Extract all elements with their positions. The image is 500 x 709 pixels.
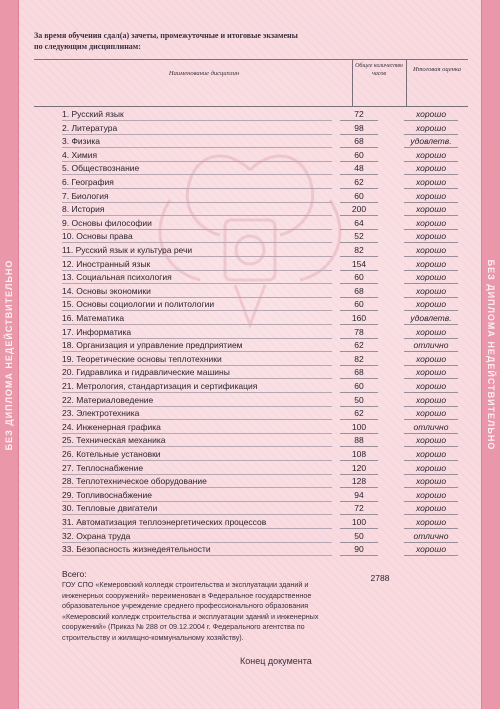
discipline-number: 7. — [62, 190, 70, 201]
left-band-text: БЕЗ ДИПЛОМА НЕДЕЙСТВИТЕЛЬНО — [4, 259, 14, 450]
discipline-number: 13. — [62, 272, 74, 283]
discipline-name — [62, 162, 139, 174]
discipline-hours: 128 — [340, 475, 378, 488]
discipline-name — [62, 285, 151, 297]
discipline-grade: хорошо — [404, 271, 458, 284]
note-line: ГОУ СПО «Кемеровский колледж строительства и эксплуатации зданий и — [62, 580, 309, 589]
discipline-hours: 160 — [340, 312, 378, 325]
discipline-title: Теоретические основы теплотехники — [76, 353, 222, 364]
table-row — [34, 108, 468, 121]
discipline-title: Материаловедение — [76, 394, 154, 405]
discipline-grade: хорошо — [404, 298, 458, 311]
discipline-hours: 78 — [340, 326, 378, 339]
discipline-number: 9. — [62, 217, 70, 228]
header-final-grade: Итоговая оценка — [413, 66, 461, 73]
table-row — [34, 271, 468, 284]
discipline-hours: 68 — [340, 135, 378, 148]
discipline-grade: отлично — [404, 530, 458, 543]
header-discipline-name: Наименование дисциплин — [168, 70, 240, 77]
table-row — [34, 434, 468, 447]
discipline-number: 21. — [62, 381, 74, 391]
note-line: сооружений» (Приказ № 288 от 09.12.2004 г. Федерального агентства по — [62, 622, 305, 631]
discipline-name — [62, 475, 207, 487]
discipline-grade: хорошо — [404, 489, 458, 502]
discipline-name — [62, 230, 133, 242]
discipline-name — [62, 502, 157, 514]
discipline-title: Техническая механика — [76, 435, 166, 446]
discipline-grade: хорошо — [404, 122, 458, 135]
discipline-grade: хорошо — [404, 434, 458, 447]
discipline-title: Автоматизация теплоэнергетических процессов — [76, 517, 267, 527]
table-row — [34, 230, 468, 243]
discipline-name — [62, 448, 161, 460]
discipline-name — [62, 149, 97, 161]
discipline-title: Котельные установки — [76, 449, 161, 459]
discipline-hours: 100 — [340, 421, 378, 434]
discipline-number: 17. — [62, 326, 74, 337]
discipline-number: 19. — [62, 353, 74, 364]
table-row — [34, 203, 468, 216]
discipline-hours: 82 — [340, 353, 378, 366]
header-bottom-rule — [34, 106, 468, 107]
discipline-number: 15. — [62, 299, 74, 310]
discipline-hours: 98 — [340, 122, 378, 135]
discipline-number: 3. — [62, 136, 70, 147]
table-row — [34, 298, 468, 311]
total-label: Всего: — [62, 569, 87, 579]
discipline-name — [62, 217, 152, 229]
discipline-hours: 48 — [340, 162, 378, 175]
discipline-title: Физика — [71, 136, 100, 147]
table-row — [34, 502, 468, 515]
discipline-title: Организация и управление предприятием — [76, 340, 243, 351]
discipline-title: Биология — [71, 190, 109, 201]
discipline-number: 24. — [62, 421, 74, 432]
discipline-name — [62, 462, 143, 474]
discipline-number: 25. — [62, 435, 74, 446]
discipline-number: 26. — [62, 449, 74, 459]
discipline-grade: хорошо — [404, 326, 458, 339]
discipline-name — [62, 312, 124, 324]
left-security-band — [0, 0, 19, 709]
discipline-name — [62, 380, 257, 392]
intro-line-2: по следующим дисциплинам: — [34, 42, 141, 51]
discipline-hours: 60 — [340, 298, 378, 311]
discipline-title: Теплоснабжение — [76, 462, 144, 473]
discipline-number: 23. — [62, 408, 74, 419]
discipline-hours: 72 — [340, 502, 378, 515]
discipline-title: География — [71, 177, 114, 187]
discipline-name — [62, 176, 114, 188]
discipline-hours: 200 — [340, 203, 378, 216]
discipline-grade: удовлетв. — [404, 312, 458, 325]
table-row — [34, 516, 468, 529]
discipline-number: 8. — [62, 204, 70, 215]
discipline-number: 11. — [62, 245, 74, 255]
discipline-hours: 62 — [340, 176, 378, 189]
discipline-title: Основы социологии и политологии — [76, 299, 215, 310]
discipline-name — [62, 203, 104, 215]
table-row — [34, 380, 468, 393]
discipline-hours: 60 — [340, 190, 378, 203]
table-row — [34, 366, 468, 379]
table-row — [34, 244, 468, 257]
table-row — [34, 312, 468, 325]
table-row — [34, 285, 468, 298]
discipline-number: 29. — [62, 489, 74, 500]
discipline-grade: хорошо — [404, 149, 458, 162]
discipline-hours: 52 — [340, 230, 378, 243]
discipline-number: 5. — [62, 163, 70, 174]
discipline-grade: хорошо — [404, 407, 458, 420]
discipline-name — [62, 516, 266, 528]
discipline-number: 33. — [62, 544, 74, 555]
discipline-hours: 154 — [340, 258, 378, 271]
table-row — [34, 339, 468, 352]
discipline-title: Русский язык и культура речи — [75, 245, 193, 255]
discipline-hours: 60 — [340, 380, 378, 393]
discipline-hours: 100 — [340, 516, 378, 529]
discipline-grade: хорошо — [404, 203, 458, 216]
discipline-name — [62, 530, 130, 542]
discipline-hours: 68 — [340, 366, 378, 379]
discipline-hours: 82 — [340, 244, 378, 257]
discipline-grade: отлично — [404, 339, 458, 352]
table-row — [34, 462, 468, 475]
discipline-title: Русский язык — [71, 109, 124, 119]
table-row — [34, 190, 468, 203]
discipline-number: 6. — [62, 177, 70, 187]
discipline-grade: хорошо — [404, 394, 458, 407]
discipline-number: 1. — [62, 109, 70, 119]
discipline-grade: хорошо — [404, 516, 458, 529]
discipline-number: 20. — [62, 367, 74, 378]
discipline-grade: хорошо — [404, 230, 458, 243]
discipline-number: 10. — [62, 231, 74, 242]
discipline-hours: 50 — [340, 394, 378, 407]
discipline-number: 30. — [62, 503, 74, 514]
discipline-title: Гидравлика и гидравлические машины — [76, 367, 230, 378]
discipline-hours: 60 — [340, 149, 378, 162]
discipline-name — [62, 326, 131, 338]
table-row — [34, 353, 468, 366]
discipline-name — [62, 434, 166, 446]
table-row — [34, 149, 468, 162]
discipline-name — [62, 543, 211, 555]
note-line: строительству и жилищно-коммунальному хозяйству). — [62, 632, 244, 642]
row-rule — [62, 555, 332, 556]
discipline-title: Социальная психология — [76, 272, 172, 283]
discipline-grade: хорошо — [404, 448, 458, 461]
discipline-number: 14. — [62, 285, 74, 296]
discipline-grade: хорошо — [404, 258, 458, 271]
discipline-number: 18. — [62, 340, 74, 351]
disciplines-table — [34, 59, 468, 570]
discipline-hours: 68 — [340, 285, 378, 298]
table-row — [34, 448, 468, 461]
discipline-hours: 50 — [340, 530, 378, 543]
discipline-name — [62, 244, 192, 256]
discipline-name — [62, 122, 117, 134]
intro-line-1: За время обучения сдал(а) зачеты, промежуточные и итоговые экзамены — [34, 31, 298, 40]
table-row — [34, 489, 468, 502]
discipline-grade: хорошо — [404, 462, 458, 475]
discipline-title: Обществознание — [71, 163, 140, 174]
discipline-hours: 62 — [340, 407, 378, 420]
right-security-band — [481, 0, 500, 709]
discipline-title: Безопасность жизнедеятельности — [76, 544, 211, 555]
discipline-number: 32. — [62, 530, 74, 541]
discipline-name — [62, 421, 161, 433]
discipline-title: Электротехника — [76, 408, 140, 419]
end-of-document: Конец документа — [240, 656, 312, 666]
discipline-title: Основы права — [76, 231, 133, 242]
discipline-title: Иностранный язык — [76, 258, 151, 269]
college-rename-note — [62, 580, 362, 643]
discipline-number: 22. — [62, 394, 74, 405]
header-total-hours: Общее количество часов — [355, 63, 403, 77]
discipline-grade: хорошо — [404, 502, 458, 515]
discipline-grade: хорошо — [404, 108, 458, 121]
discipline-grade: хорошо — [404, 162, 458, 175]
table-row — [34, 421, 468, 434]
discipline-number: 4. — [62, 149, 70, 160]
discipline-grade: хорошо — [404, 366, 458, 379]
table-row — [34, 407, 468, 420]
discipline-name — [62, 353, 222, 365]
discipline-grade: хорошо — [404, 353, 458, 366]
discipline-number: 27. — [62, 462, 74, 473]
discipline-grade: хорошо — [404, 176, 458, 189]
discipline-hours: 64 — [340, 217, 378, 230]
discipline-title: История — [71, 204, 105, 215]
discipline-hours: 62 — [340, 339, 378, 352]
discipline-name — [62, 258, 150, 270]
discipline-number: 12. — [62, 258, 74, 269]
discipline-title: Топливоснабжение — [76, 489, 152, 500]
discipline-title: Химия — [71, 149, 98, 160]
discipline-title: Математика — [76, 313, 125, 323]
discipline-hours: 60 — [340, 271, 378, 284]
discipline-grade: хорошо — [404, 543, 458, 556]
discipline-number: 28. — [62, 476, 74, 487]
discipline-grade: хорошо — [404, 244, 458, 257]
discipline-grade: хорошо — [404, 285, 458, 298]
table-row — [34, 162, 468, 175]
discipline-name — [62, 407, 139, 419]
discipline-number: 31. — [62, 517, 74, 527]
note-line: «Кемеровский колледж строительства и эксплуатации зданий и инженерных — [62, 611, 319, 621]
table-row — [34, 543, 468, 556]
note-line: образовательное учреждение среднего профессионального образования — [62, 601, 309, 610]
discipline-title: Метрология, стандартизация и сертификация — [76, 381, 258, 391]
discipline-name — [62, 108, 124, 120]
discipline-hours: 94 — [340, 489, 378, 502]
table-row — [34, 394, 468, 407]
note-line: инженерных сооружений» переименован в Федеральное государственное — [62, 590, 312, 600]
discipline-hours: 90 — [340, 543, 378, 556]
table-row — [34, 326, 468, 339]
discipline-grade: хорошо — [404, 190, 458, 203]
discipline-title: Основы философии — [71, 217, 152, 228]
table-row — [34, 176, 468, 189]
discipline-title: Информатика — [76, 326, 132, 337]
discipline-grade: отлично — [404, 421, 458, 434]
table-row — [34, 258, 468, 271]
discipline-title: Основы экономики — [76, 285, 151, 296]
table-row — [34, 135, 468, 148]
discipline-title: Теплотехническое оборудование — [76, 476, 207, 487]
discipline-name — [62, 489, 152, 501]
discipline-hours: 120 — [340, 462, 378, 475]
discipline-grade: хорошо — [404, 475, 458, 488]
intro-text — [34, 30, 334, 52]
discipline-number: 16. — [62, 313, 74, 323]
total-hours-value: 2788 — [370, 573, 390, 583]
discipline-hours: 72 — [340, 108, 378, 121]
discipline-grade: хорошо — [404, 380, 458, 393]
discipline-title: Охрана труда — [76, 530, 131, 541]
discipline-number: 2. — [62, 122, 70, 133]
table-row — [34, 530, 468, 543]
table-row — [34, 217, 468, 230]
discipline-name — [62, 394, 153, 406]
table-row — [34, 122, 468, 135]
discipline-grade: хорошо — [404, 217, 458, 230]
discipline-name — [62, 298, 214, 310]
right-band-text: БЕЗ ДИПЛОМА НЕДЕЙСТВИТЕЛЬНО — [486, 259, 496, 450]
discipline-title: Инженерная графика — [76, 421, 161, 432]
discipline-name — [62, 135, 100, 147]
discipline-name — [62, 339, 243, 351]
discipline-name — [62, 190, 109, 202]
discipline-hours: 108 — [340, 448, 378, 461]
discipline-grade: удовлетв. — [404, 135, 458, 148]
discipline-title: Тепловые двигатели — [76, 503, 158, 514]
table-row — [34, 475, 468, 488]
discipline-title: Литература — [71, 122, 118, 133]
discipline-name — [62, 366, 230, 378]
discipline-hours: 88 — [340, 434, 378, 447]
discipline-name — [62, 271, 172, 283]
